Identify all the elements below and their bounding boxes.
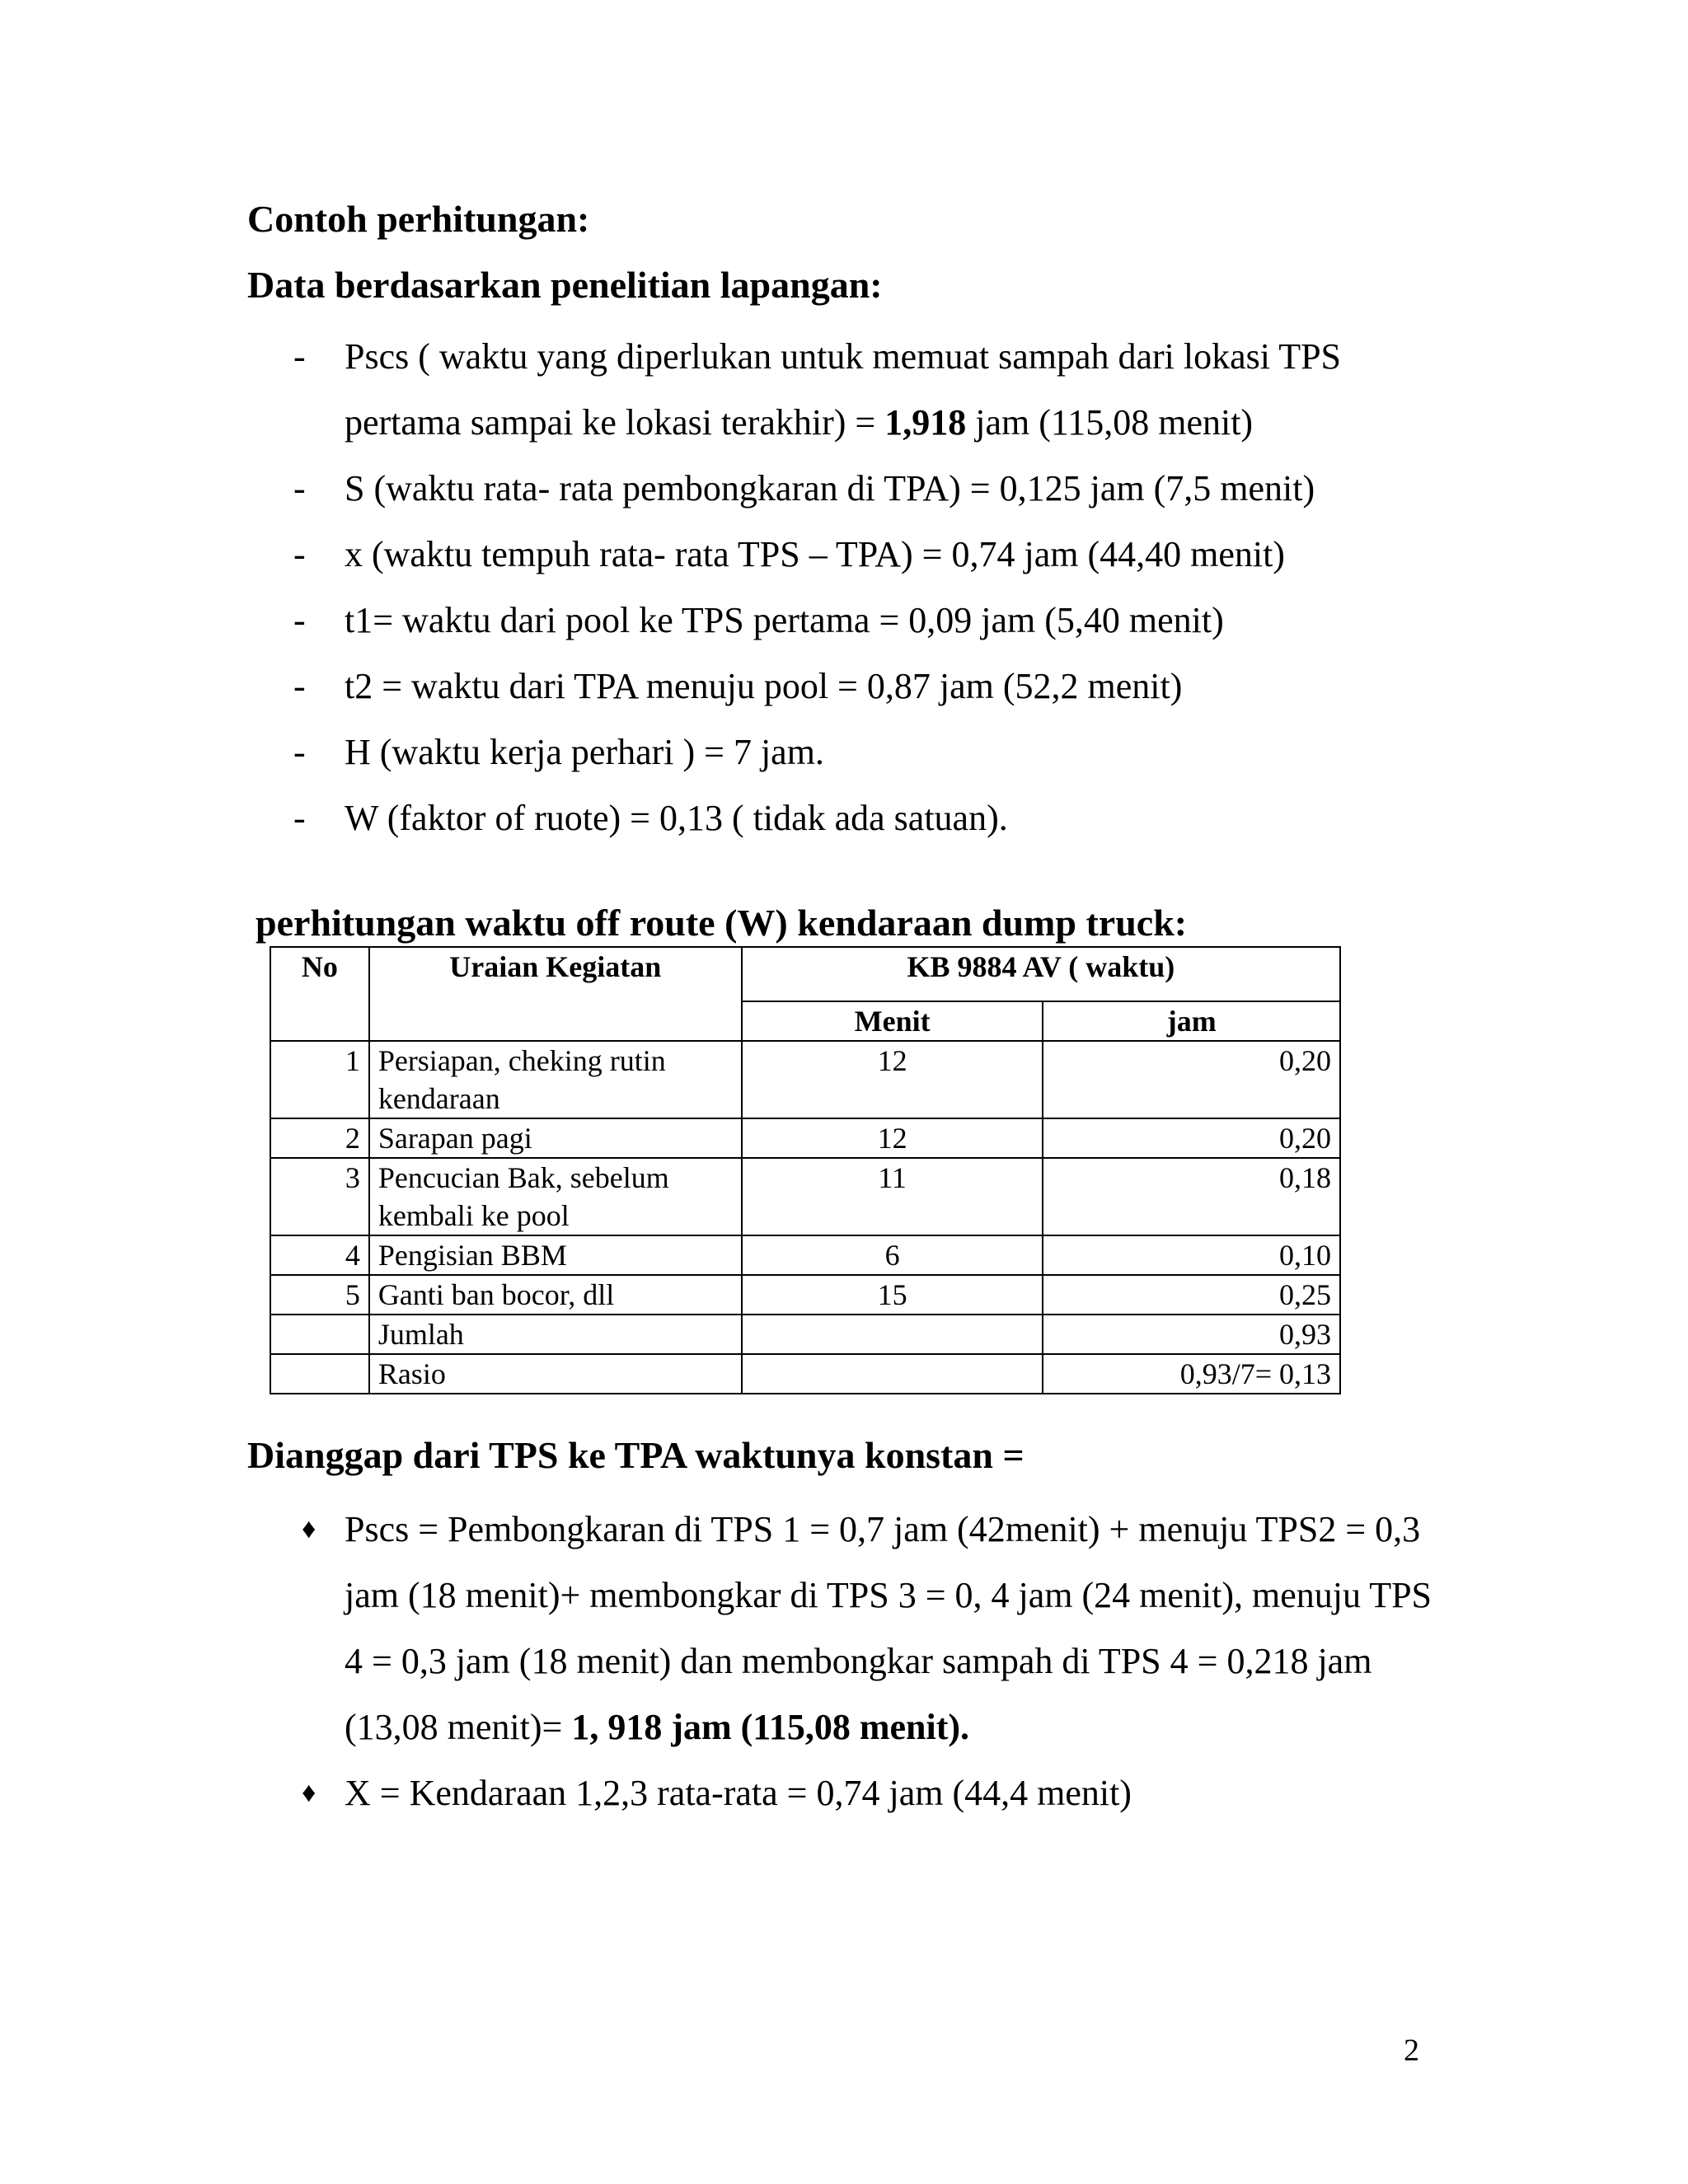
table-row: 1 Persiapan, cheking rutin kendaraan 12 0,20 — [270, 1041, 1340, 1118]
list-item: - x (waktu tempuh rata- rata TPS – TPA) = 0,74 jam (44,40 menit) — [247, 522, 1451, 588]
header-menit: Menit — [742, 1001, 1043, 1041]
header-vehicle-time: KB 9884 AV ( waktu) — [742, 947, 1340, 1001]
heading-example: Contoh perhitungan: — [247, 198, 590, 240]
list-item: - t1= waktu dari pool ke TPS pertama = 0,09 jam (5,40 menit) — [247, 588, 1451, 654]
assumption-list — [247, 1497, 1451, 1826]
jumlah-value: 0,93 — [1043, 1315, 1340, 1354]
rasio-value: 0,93/7= 0,13 — [1043, 1354, 1340, 1394]
heading-assumption: Dianggap dari TPS ke TPA waktunya konstan = — [247, 1434, 1025, 1476]
list-item: - t2 = waktu dari TPA menuju pool = 0,87 jam (52,2 menit) — [247, 654, 1451, 719]
table-row: 5 Ganti ban bocor, dll 15 0,25 — [270, 1275, 1340, 1315]
header-uraian: Uraian Kegiatan — [369, 947, 742, 1041]
table-row-rasio — [270, 1354, 1340, 1394]
table-row: 2 Sarapan pagi 12 0,20 — [270, 1118, 1340, 1158]
dash-marker: - — [293, 468, 306, 509]
heading-field-data: Data berdasarkan penelitian lapangan: — [247, 264, 883, 306]
field-data-list — [247, 324, 1451, 851]
dash-marker: - — [293, 798, 306, 838]
list-item: - S (waktu rata- rata pembongkaran di TPA) = 0,125 jam (7,5 menit) — [247, 456, 1451, 522]
page-number: 2 — [1404, 2033, 1419, 2068]
list-item: ♦ Pscs = Pembongkaran di TPS 1 = 0,7 jam (42menit) + menuju TPS2 = 0,3 jam (18 menit)+ membongkar di TPS 3 = 0, 4 jam (24 menit), menuju TPS 4 = 0,3 jam (18 menit) dan membongkar sampah di TPS 4 = 0,218 jam (13,08 menit)= 1, 918 jam (115,08 menit). — [247, 1497, 1451, 1760]
dash-marker: - — [293, 666, 306, 706]
diamond-bullet-icon: ♦ — [302, 1514, 316, 1544]
dash-marker: - — [293, 732, 306, 772]
list-item: ♦ X = Kendaraan 1,2,3 rata-rata = 0,74 jam (44,4 menit) — [247, 1760, 1451, 1826]
table-header-row — [270, 947, 1340, 1001]
list-item: - Pscs ( waktu yang diperlukan untuk memuat sampah dari lokasi TPS pertama sampai ke lokasi terakhir) = 1,918 jam (115,08 menit) — [247, 324, 1451, 456]
table-row: 4 Pengisian BBM 6 0,10 — [270, 1235, 1340, 1275]
diamond-bullet-icon: ♦ — [302, 1778, 316, 1808]
dash-marker: - — [293, 600, 306, 640]
rasio-label: Rasio — [369, 1354, 742, 1394]
table-row: 3 Pencucian Bak, sebelum kembali ke pool 11 0,18 — [270, 1158, 1340, 1235]
header-no: No — [270, 947, 369, 1041]
dash-marker: - — [293, 336, 306, 377]
list-item: - H (waktu kerja perhari ) = 7 jam. — [247, 719, 1451, 785]
off-route-table — [270, 946, 1341, 1394]
header-jam: jam — [1043, 1001, 1340, 1041]
dash-marker: - — [293, 534, 306, 574]
table-title: perhitungan waktu off route (W) kendaraan dump truck: — [256, 902, 1188, 944]
jumlah-label: Jumlah — [369, 1315, 742, 1354]
table-row-jumlah — [270, 1315, 1340, 1354]
list-item: - W (faktor of ruote) = 0,13 ( tidak ada satuan). — [247, 785, 1451, 851]
